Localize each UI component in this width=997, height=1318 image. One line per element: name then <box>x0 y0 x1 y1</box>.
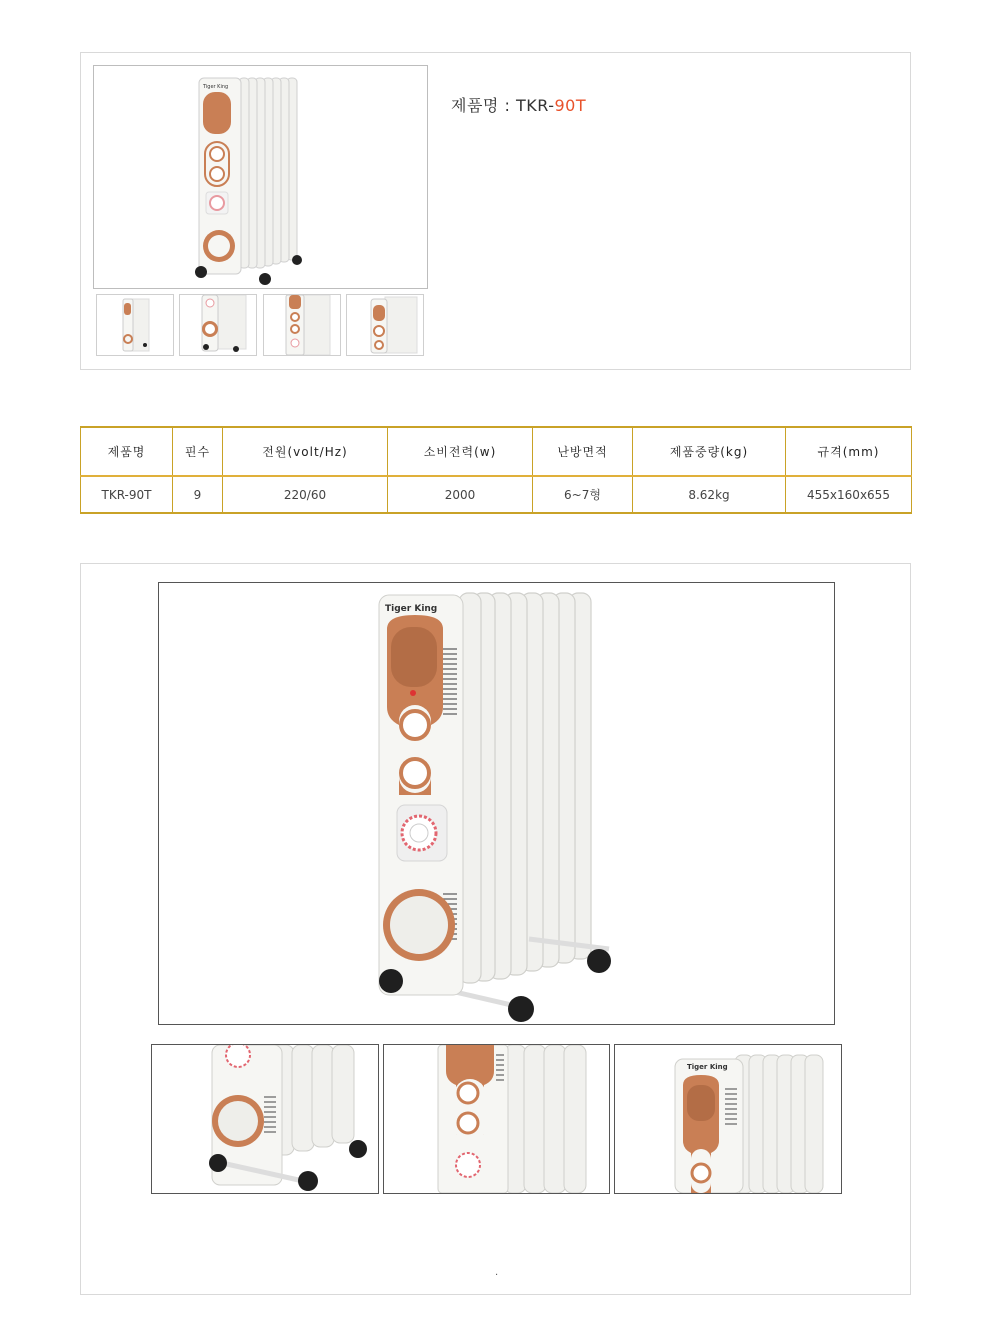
svg-text:Tiger King: Tiger King <box>687 1063 728 1071</box>
spec-cell: TKR-90T <box>81 476 173 513</box>
spec-cell: 6~7형 <box>533 476 633 513</box>
spec-header-row <box>81 427 912 476</box>
spec-header-cell: 전원(volt/Hz) <box>223 427 388 476</box>
spec-data-row <box>81 476 912 513</box>
spec-header-cell: 핀수 <box>173 427 223 476</box>
product-detail-box <box>80 563 911 1295</box>
footer-dot: . <box>495 1267 499 1278</box>
svg-text:Tiger King: Tiger King <box>385 604 438 614</box>
product-model-suffix: 90T <box>554 96 587 115</box>
product-model-prefix: TKR- <box>515 96 555 115</box>
detail-photo-controls <box>383 1044 610 1194</box>
thumbnail-4[interactable] <box>346 294 424 356</box>
thumbnail-1[interactable] <box>96 294 174 356</box>
spec-header-cell: 소비전력(w) <box>388 427 533 476</box>
product-name-label: 제품명 : <box>451 96 511 115</box>
spec-header-cell: 규격(mm) <box>786 427 912 476</box>
product-summary-box <box>80 52 911 370</box>
large-product-photo <box>158 582 835 1025</box>
svg-text:Tiger King: Tiger King <box>203 84 229 90</box>
spec-header-cell: 난방면적 <box>533 427 633 476</box>
spec-cell: 9 <box>173 476 223 513</box>
detail-photo-top <box>614 1044 842 1194</box>
spec-table <box>80 426 912 514</box>
spec-cell: 2000 <box>388 476 533 513</box>
spec-cell: 8.62kg <box>633 476 786 513</box>
product-name-heading <box>451 93 586 116</box>
spec-header-cell: 제품중량(kg) <box>633 427 786 476</box>
detail-photo-wheels <box>151 1044 379 1194</box>
main-product-image <box>93 65 428 289</box>
thumbnail-2[interactable] <box>179 294 257 356</box>
spec-header-cell: 제품명 <box>81 427 173 476</box>
spec-cell: 455x160x655 <box>786 476 912 513</box>
thumbnail-3[interactable] <box>263 294 341 356</box>
spec-cell: 220/60 <box>223 476 388 513</box>
